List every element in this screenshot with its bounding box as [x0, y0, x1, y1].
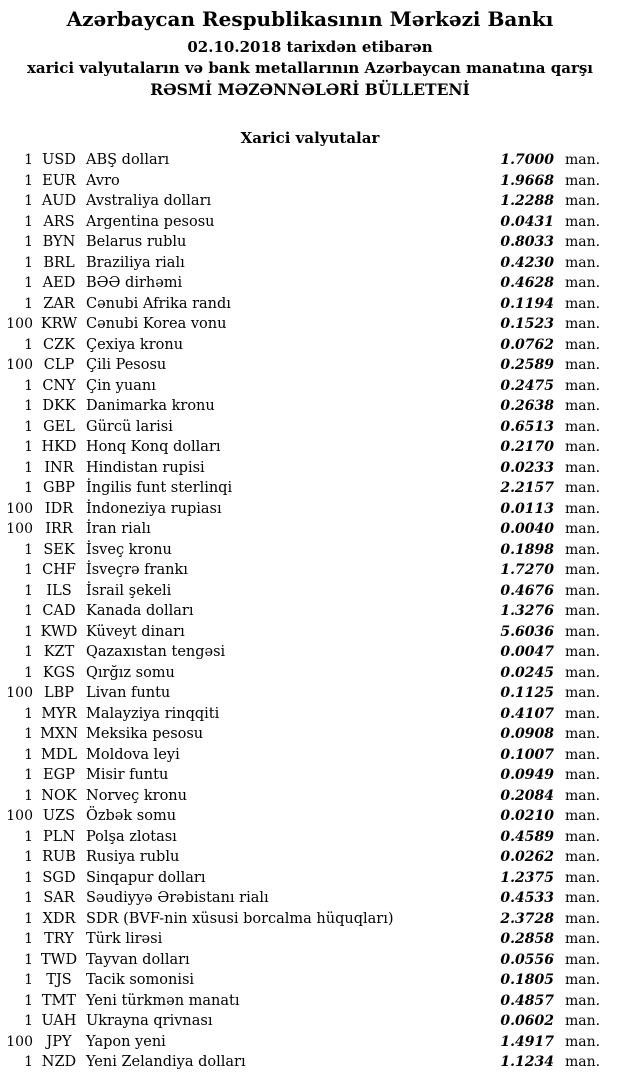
currency-code: CNY — [42, 377, 76, 394]
table-row — [0, 704, 620, 725]
table-row — [0, 745, 620, 766]
currency-quantity: 1 — [24, 972, 33, 988]
currency-quantity: 1 — [24, 480, 33, 496]
currency-code: PLN — [42, 828, 76, 845]
rate-value: 0.0233 — [500, 459, 554, 476]
currency-name: İsveç kronu — [86, 541, 172, 558]
currency-code: LBP — [43, 685, 75, 701]
unit-label: man. — [565, 480, 601, 496]
currency-code: SEK — [43, 541, 75, 558]
currency-name: BƏƏ dirhəmi — [86, 275, 183, 291]
currency-name: Çin yuanı — [86, 377, 156, 394]
table-row — [0, 1052, 620, 1073]
unit-label: man. — [565, 603, 601, 619]
currency-code: HKD — [41, 439, 77, 455]
rate-value: 0.2858 — [500, 931, 554, 947]
table-row — [0, 335, 620, 356]
currency-name: Tacik somonisi — [86, 972, 195, 988]
unit-label: man. — [565, 234, 601, 250]
table-row — [0, 294, 620, 315]
currency-name: Çili Pesosu — [86, 357, 167, 373]
unit-label: man. — [565, 644, 601, 660]
currency-code: NOK — [41, 787, 77, 804]
section-title-foreign-currencies: Xarici valyutalar — [240, 129, 380, 147]
document-subtitle: xarici valyutaların və bank metallarının Azərbaycan manatına qarşı — [26, 59, 594, 77]
rate-value: 0.2638 — [500, 398, 554, 414]
currency-name: Gürcü larisi — [86, 418, 173, 435]
table-row — [0, 355, 620, 376]
currency-name: Türk lirəsi — [86, 931, 163, 947]
currency-name: Livan funtu — [86, 685, 171, 701]
unit-label: man. — [565, 439, 601, 455]
currency-name: Özbək somu — [86, 808, 177, 824]
table-row — [0, 581, 620, 602]
currency-code: AUD — [41, 193, 77, 209]
currency-quantity: 1 — [24, 336, 33, 353]
currency-code: MXN — [40, 726, 78, 742]
currency-code: UZS — [42, 808, 76, 824]
table-row — [0, 150, 620, 171]
currency-code: SAR — [43, 890, 75, 906]
currency-name: Norveç kronu — [86, 787, 187, 804]
currency-quantity: 100 — [6, 316, 33, 332]
rate-value: 0.1523 — [500, 316, 554, 332]
currency-quantity: 1 — [24, 1054, 33, 1070]
currency-code: TJS — [46, 972, 72, 988]
table-row — [0, 909, 620, 930]
rate-value: 0.4857 — [500, 992, 554, 1009]
rate-value: 0.4589 — [500, 828, 554, 845]
table-row — [0, 540, 620, 561]
unit-label: man. — [565, 521, 601, 537]
table-row — [0, 724, 620, 745]
currency-code: MDL — [40, 746, 78, 763]
rate-value: 1.3276 — [500, 603, 554, 619]
currency-quantity: 1 — [24, 890, 33, 906]
document-header — [0, 0, 620, 101]
unit-label: man. — [565, 500, 601, 517]
currency-code: CZK — [42, 336, 75, 353]
rate-value: 0.0556 — [500, 951, 554, 968]
rate-value: 0.1007 — [500, 746, 554, 763]
currency-name: Yeni Zelandiya dolları — [86, 1054, 246, 1070]
table-row — [0, 212, 620, 233]
unit-label: man. — [565, 910, 601, 927]
currency-quantity: 1 — [24, 172, 33, 189]
currency-code: KWD — [40, 623, 78, 640]
rate-value: 0.1125 — [500, 685, 554, 701]
currency-quantity: 1 — [24, 152, 33, 168]
table-row — [0, 273, 620, 294]
currency-quantity: 1 — [24, 193, 33, 209]
table-row — [0, 929, 620, 950]
rate-value: 0.4107 — [500, 705, 554, 722]
unit-label: man. — [565, 664, 601, 681]
currency-quantity: 1 — [24, 582, 33, 599]
currency-code: ILS — [46, 582, 72, 599]
currency-code: UAH — [41, 1013, 77, 1029]
currency-quantity: 1 — [24, 439, 33, 455]
currency-name: Moldova leyi — [86, 746, 180, 763]
unit-label: man. — [565, 726, 601, 742]
currency-quantity: 1 — [24, 377, 33, 394]
currency-quantity: 1 — [24, 869, 33, 886]
currency-code: IRR — [45, 521, 73, 537]
currency-quantity: 1 — [24, 275, 33, 291]
currency-code: KZT — [43, 644, 75, 660]
currency-quantity: 1 — [24, 459, 33, 476]
currency-code: KGS — [42, 664, 76, 681]
unit-label: man. — [565, 685, 601, 701]
currency-code: JPY — [46, 1033, 72, 1050]
currency-name: Meksika pesosu — [86, 726, 204, 742]
unit-label: man. — [565, 254, 601, 271]
currency-name: Çexiya kronu — [86, 336, 184, 353]
currency-quantity: 1 — [24, 234, 33, 250]
rate-value: 0.0762 — [500, 336, 554, 353]
currency-name: Qazaxıstan tengəsi — [86, 644, 226, 660]
currency-quantity: 1 — [24, 664, 33, 681]
rate-value: 0.0949 — [500, 767, 554, 783]
rate-value: 0.2589 — [500, 357, 554, 373]
currency-quantity: 1 — [24, 295, 33, 312]
table-row — [0, 437, 620, 458]
currency-code: GEL — [43, 418, 75, 435]
bank-title: Azərbaycan Respublikasının Mərkəzi Bankı — [66, 7, 554, 31]
rate-value: 5.6036 — [500, 623, 554, 640]
rate-value: 0.0602 — [500, 1013, 554, 1029]
currency-code: SGD — [42, 869, 76, 886]
currency-quantity: 1 — [24, 849, 33, 865]
unit-label: man. — [565, 193, 601, 209]
currency-code: XDR — [42, 910, 76, 927]
effective-date-line: 02.10.2018 tarixdən etibarən — [187, 38, 433, 56]
currency-code: EUR — [42, 172, 76, 189]
unit-label: man. — [565, 1054, 601, 1070]
table-row — [0, 499, 620, 520]
rate-value: 0.0040 — [500, 521, 554, 537]
unit-label: man. — [565, 869, 601, 886]
currency-quantity: 1 — [24, 726, 33, 742]
currency-name: Küveyt dinarı — [86, 623, 185, 640]
currency-name: İngilis funt sterlinqi — [86, 480, 233, 496]
currency-code: CHF — [42, 562, 76, 578]
currency-quantity: 1 — [24, 767, 33, 783]
table-row — [0, 622, 620, 643]
currency-name: İsrail şekeli — [86, 582, 172, 599]
unit-label: man. — [565, 398, 601, 414]
table-row — [0, 847, 620, 868]
currency-quantity: 100 — [6, 808, 33, 824]
unit-label: man. — [565, 418, 601, 435]
table-row — [0, 683, 620, 704]
unit-label: man. — [565, 336, 601, 353]
table-row — [0, 991, 620, 1012]
currency-code: TRY — [44, 931, 74, 947]
table-row — [0, 868, 620, 889]
rate-value: 0.0047 — [500, 644, 554, 660]
currency-quantity: 1 — [24, 787, 33, 804]
unit-label: man. — [565, 213, 601, 230]
currency-name: Honq Konq dolları — [86, 439, 221, 455]
currency-code: IDR — [44, 500, 74, 517]
rate-value: 0.0210 — [500, 808, 554, 824]
unit-label: man. — [565, 808, 601, 824]
currency-quantity: 1 — [24, 828, 33, 845]
rate-value: 0.2084 — [500, 787, 554, 804]
table-row — [0, 458, 620, 479]
rate-value: 0.8033 — [500, 234, 554, 250]
currency-quantity: 100 — [6, 357, 33, 373]
currency-name: İsveçrə frankı — [86, 562, 188, 578]
currency-quantity: 1 — [24, 398, 33, 414]
unit-label: man. — [565, 152, 601, 168]
unit-label: man. — [565, 972, 601, 988]
currency-code: EGP — [43, 767, 75, 783]
rate-value: 0.1898 — [500, 541, 554, 558]
table-row — [0, 560, 620, 581]
table-row — [0, 970, 620, 991]
unit-label: man. — [565, 787, 601, 804]
currency-quantity: 1 — [24, 562, 33, 578]
rate-value: 0.4628 — [500, 275, 554, 291]
unit-label: man. — [565, 357, 601, 373]
table-row — [0, 806, 620, 827]
table-row — [0, 478, 620, 499]
unit-label: man. — [565, 623, 601, 640]
currency-quantity: 1 — [24, 931, 33, 947]
currency-code: USD — [42, 152, 76, 168]
unit-label: man. — [565, 890, 601, 906]
currency-name: ABŞ dolları — [86, 152, 170, 168]
currency-quantity: 1 — [24, 910, 33, 927]
rate-value: 2.2157 — [500, 480, 554, 496]
currency-code: TMT — [41, 992, 77, 1009]
unit-label: man. — [565, 746, 601, 763]
currency-code: TWD — [40, 951, 78, 968]
table-row — [0, 253, 620, 274]
rate-value: 0.2475 — [500, 377, 554, 394]
rate-value: 0.4533 — [500, 890, 554, 906]
unit-label: man. — [565, 172, 601, 189]
rate-value: 0.0113 — [500, 500, 554, 517]
table-row — [0, 950, 620, 971]
currency-name: Avstraliya dolları — [86, 193, 212, 209]
currency-name: Kanada dolları — [86, 603, 194, 619]
table-row — [0, 765, 620, 786]
bulletin-title: RƏSMİ MƏZƏNNƏLƏRİ BÜLLETENİ — [150, 80, 470, 99]
rate-value: 1.7270 — [500, 562, 554, 578]
currency-name: Tayvan dolları — [86, 951, 190, 968]
currency-name: Misir funtu — [86, 767, 169, 783]
rate-value: 0.0431 — [500, 213, 554, 230]
rate-value: 1.7000 — [500, 152, 554, 168]
currency-code: GBP — [43, 480, 75, 496]
currency-quantity: 1 — [24, 992, 33, 1009]
currency-quantity: 1 — [24, 254, 33, 271]
currency-name: İran rialı — [86, 521, 151, 537]
unit-label: man. — [565, 541, 601, 558]
table-row — [0, 417, 620, 438]
table-row — [0, 827, 620, 848]
table-row — [0, 376, 620, 397]
unit-label: man. — [565, 828, 601, 845]
rate-value: 1.9668 — [500, 172, 554, 189]
table-row — [0, 786, 620, 807]
rate-value: 1.4917 — [500, 1033, 554, 1050]
table-row — [0, 232, 620, 253]
rate-value: 0.0245 — [500, 664, 554, 681]
table-row — [0, 642, 620, 663]
table-row — [0, 191, 620, 212]
unit-label: man. — [565, 767, 601, 783]
rate-value: 1.2288 — [500, 193, 554, 209]
rate-value: 0.4676 — [500, 582, 554, 599]
unit-label: man. — [565, 582, 601, 599]
currency-quantity: 100 — [6, 685, 33, 701]
unit-label: man. — [565, 992, 601, 1009]
table-row — [0, 1011, 620, 1032]
currency-name: Malayziya rinqqiti — [86, 705, 220, 722]
currency-code: DKK — [42, 398, 76, 414]
rate-value: 0.2170 — [500, 439, 554, 455]
currency-name: Səudiyyə Ərəbistanı rialı — [86, 890, 269, 906]
rate-value: 0.1194 — [500, 295, 554, 312]
rate-value: 0.6513 — [500, 418, 554, 435]
currency-name: Yapon yeni — [86, 1033, 166, 1050]
currency-quantity: 1 — [24, 418, 33, 435]
currency-code: RUB — [42, 849, 76, 865]
unit-label: man. — [565, 562, 601, 578]
currency-name: İndoneziya rupiası — [86, 500, 222, 517]
currency-code: BYN — [42, 234, 76, 250]
currency-name: Cənubi Korea vonu — [86, 316, 227, 332]
currency-code: ARS — [43, 213, 75, 230]
currency-name: Danimarka kronu — [86, 398, 215, 414]
table-row — [0, 601, 620, 622]
table-row — [0, 888, 620, 909]
currency-quantity: 1 — [24, 623, 33, 640]
currency-name: SDR (BVF-nin xüsusi borcalma hüquqları) — [86, 910, 394, 927]
currency-name: Avro — [86, 172, 120, 189]
currency-name: Rusiya rublu — [86, 849, 180, 865]
table-row — [0, 519, 620, 540]
currency-quantity: 1 — [24, 705, 33, 722]
currency-quantity: 1 — [24, 1013, 33, 1029]
currency-quantity: 1 — [24, 644, 33, 660]
currency-quantity: 1 — [24, 603, 33, 619]
currency-code: AED — [42, 275, 76, 291]
currency-quantity: 1 — [24, 541, 33, 558]
currency-quantity: 100 — [6, 521, 33, 537]
unit-label: man. — [565, 316, 601, 332]
currency-name: Yeni türkmən manatı — [86, 992, 240, 1009]
currency-name: Sinqapur dolları — [86, 869, 206, 886]
rate-value: 0.4230 — [500, 254, 554, 271]
rate-value: 0.0908 — [500, 726, 554, 742]
unit-label: man. — [565, 705, 601, 722]
table-row — [0, 171, 620, 192]
currency-name: Hindistan rupisi — [86, 459, 205, 476]
unit-label: man. — [565, 849, 601, 865]
currency-code: ZAR — [43, 295, 75, 312]
rate-value: 1.1234 — [500, 1054, 554, 1070]
currency-code: CLP — [43, 357, 75, 373]
currency-name: Qırğız somu — [86, 664, 175, 681]
currency-code: BRL — [43, 254, 75, 271]
currency-name: Polşa zlotası — [86, 828, 177, 845]
rate-value: 1.2375 — [500, 869, 554, 886]
unit-label: man. — [565, 1013, 601, 1029]
currency-code: CAD — [42, 603, 76, 619]
unit-label: man. — [565, 459, 601, 476]
table-row — [0, 314, 620, 335]
currency-code: MYR — [41, 705, 77, 722]
currency-name: Braziliya rialı — [86, 254, 185, 271]
currency-quantity: 100 — [6, 1033, 33, 1050]
currency-name: Belarus rublu — [86, 234, 187, 250]
rate-value: 0.1805 — [500, 972, 554, 988]
currency-quantity: 1 — [24, 951, 33, 968]
currency-code: KRW — [40, 316, 78, 332]
table-row — [0, 1032, 620, 1053]
rate-value: 2.3728 — [500, 910, 554, 927]
rate-value: 0.0262 — [500, 849, 554, 865]
unit-label: man. — [565, 295, 601, 312]
unit-label: man. — [565, 951, 601, 968]
unit-label: man. — [565, 275, 601, 291]
currency-quantity: 1 — [24, 213, 33, 230]
table-row — [0, 396, 620, 417]
rates-table — [0, 150, 620, 1073]
unit-label: man. — [565, 1033, 601, 1050]
currency-code: INR — [44, 459, 74, 476]
unit-label: man. — [565, 377, 601, 394]
currency-name: Argentina pesosu — [86, 213, 215, 230]
currency-name: Cənubi Afrika randı — [86, 295, 231, 312]
unit-label: man. — [565, 931, 601, 947]
currency-name: Ukrayna qrivnası — [86, 1013, 213, 1029]
currency-quantity: 1 — [24, 746, 33, 763]
currency-code: NZD — [41, 1054, 77, 1070]
currency-quantity: 100 — [6, 500, 33, 517]
table-row — [0, 663, 620, 684]
